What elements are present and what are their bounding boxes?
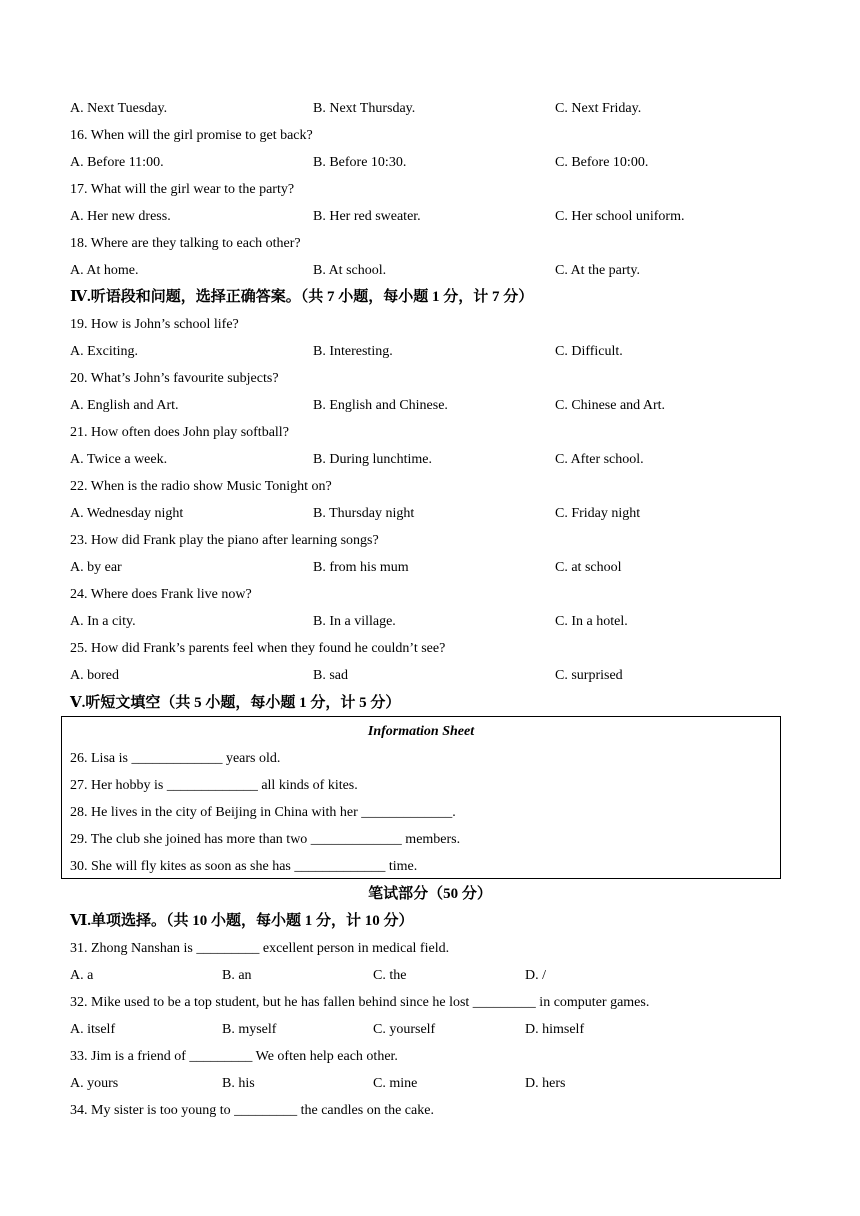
q24-stem: 24. Where does Frank live now?: [70, 587, 252, 602]
q28-line: 28. He lives in the city of Beijing in China with her _____________.: [70, 805, 456, 820]
q23-stem: 23. How did Frank play the piano after learning songs?: [70, 533, 379, 548]
q31-option-d: D. /: [525, 968, 546, 983]
section-4-heading: Ⅳ.听语段和问题，选择正确答案。（共 7 小题，每小题 1 分，计 7 分）: [70, 289, 534, 305]
q17-stem: 17. What will the girl wear to the party?: [70, 182, 295, 197]
q22-option-b: B. Thursday night: [313, 506, 415, 521]
q31-option-a: A. a: [70, 968, 94, 983]
q20-option-c: C. Chinese and Art.: [555, 398, 666, 413]
written-part-heading: 笔试部分（50 分）: [368, 886, 492, 902]
q19-option-b: B. Interesting.: [313, 344, 393, 359]
q16-option-a: A. Before 11:00.: [70, 155, 164, 170]
q22-stem: 22. When is the radio show Music Tonight on?: [70, 479, 332, 494]
q22-option-a: A. Wednesday night: [70, 506, 184, 521]
q18-stem: 18. Where are they talking to each other?: [70, 236, 301, 251]
q33-option-d: D. hers: [525, 1076, 566, 1091]
section-6-heading: Ⅵ.单项选择。（共 10 小题，每小题 1 分，计 10 分）: [70, 913, 414, 929]
information-sheet-title: Information Sheet: [367, 724, 475, 739]
q26-line: 26. Lisa is _____________ years old.: [70, 751, 281, 766]
q31-option-b: B. an: [222, 968, 252, 983]
q16-option-c: C. Before 10:00.: [555, 155, 649, 170]
q33-option-c: C. mine: [373, 1076, 418, 1091]
q17-option-c: C. Her school uniform.: [555, 209, 685, 224]
q25-stem: 25. How did Frank’s parents feel when they found he couldn’t see?: [70, 641, 446, 656]
section-5-heading: Ⅴ.听短文填空（共 5 小题，每小题 1 分，计 5 分）: [70, 695, 401, 711]
q23-option-c: C. at school: [555, 560, 622, 575]
q31-stem: 31. Zhong Nanshan is _________ excellent person in medical field.: [70, 941, 450, 956]
q16-option-b: B. Before 10:30.: [313, 155, 407, 170]
q27-line: 27. Her hobby is _____________ all kinds of kites.: [70, 778, 358, 793]
q34-stem: 34. My sister is too young to _________ the candles on the cake.: [70, 1103, 434, 1118]
q20-option-a: A. English and Art.: [70, 398, 179, 413]
q32-option-d: D. himself: [525, 1022, 585, 1037]
q25-option-c: C. surprised: [555, 668, 623, 683]
q33-option-b: B. his: [222, 1076, 255, 1091]
q32-option-a: A. itself: [70, 1022, 116, 1037]
q18-option-b: B. At school.: [313, 263, 387, 278]
q17-option-b: B. Her red sweater.: [313, 209, 421, 224]
q23-option-b: B. from his mum: [313, 560, 409, 575]
q15-option-b: B. Next Thursday.: [313, 101, 416, 116]
q24-option-b: B. In a village.: [313, 614, 396, 629]
q21-stem: 21. How often does John play softball?: [70, 425, 289, 440]
q19-option-c: C. Difficult.: [555, 344, 623, 359]
q33-stem: 33. Jim is a friend of _________ We often help each other.: [70, 1049, 398, 1064]
q30-line: 30. She will fly kites as soon as she has _____________ time.: [70, 859, 418, 874]
q21-option-b: B. During lunchtime.: [313, 452, 432, 467]
q18-option-c: C. At the party.: [555, 263, 641, 278]
q20-stem: 20. What’s John’s favourite subjects?: [70, 371, 279, 386]
q15-option-c: C. Next Friday.: [555, 101, 642, 116]
q32-option-b: B. myself: [222, 1022, 277, 1037]
q32-option-c: C. yourself: [373, 1022, 436, 1037]
q24-option-a: A. In a city.: [70, 614, 136, 629]
q24-option-c: C. In a hotel.: [555, 614, 628, 629]
q25-option-b: B. sad: [313, 668, 348, 683]
q20-option-b: B. English and Chinese.: [313, 398, 448, 413]
information-sheet-box: [61, 716, 781, 879]
q29-line: 29. The club she joined has more than two _____________ members.: [70, 832, 461, 847]
q22-option-c: C. Friday night: [555, 506, 641, 521]
q31-option-c: C. the: [373, 968, 407, 983]
q21-option-a: A. Twice a week.: [70, 452, 168, 467]
q21-option-c: C. After school.: [555, 452, 644, 467]
q19-stem: 19. How is John’s school life?: [70, 317, 239, 332]
q18-option-a: A. At home.: [70, 263, 139, 278]
q25-option-a: A. bored: [70, 668, 119, 683]
q17-option-a: A. Her new dress.: [70, 209, 171, 224]
q16-stem: 16. When will the girl promise to get back?: [70, 128, 313, 143]
q32-stem: 32. Mike used to be a top student, but he has fallen behind since he lost _________ in computer games.: [70, 995, 650, 1010]
q33-option-a: A. yours: [70, 1076, 119, 1091]
q15-option-a: A. Next Tuesday.: [70, 101, 168, 116]
q19-option-a: A. Exciting.: [70, 344, 139, 359]
q23-option-a: A. by ear: [70, 560, 122, 575]
